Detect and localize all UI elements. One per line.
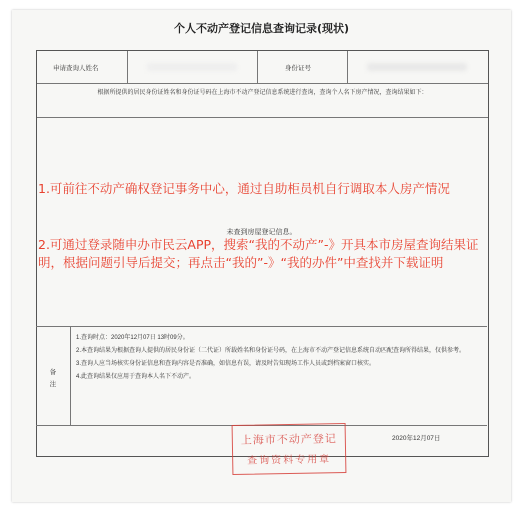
notes-label-cell <box>36 327 71 425</box>
query-result: 未查到房屋登记信息。 <box>226 229 297 236</box>
document-date: 2020年12月07日 <box>392 435 441 442</box>
annotation-line-1: 1.可前往不动产确权登记事务中心，通过自助柜员机自行调取本人房产情况 <box>38 181 450 196</box>
applicant-value-cell <box>127 51 258 83</box>
note-item: 3.查询人应当场核实身份证信息和查询内容是否准确，如信息有误，请及时告知现场工作人员或到档案窗口核实。 <box>76 361 376 367</box>
id-number-redacted <box>367 63 467 71</box>
seal-line-2: 查询资料专用章 <box>247 454 332 467</box>
official-seal <box>232 423 347 475</box>
document-title: 个人不动产登记信息查询记录(现状) <box>173 22 350 35</box>
notes-label: 备注 <box>49 369 57 388</box>
note-item: 1.查询时点：2020年12月07日 13时09分。 <box>76 335 189 341</box>
applicant-row <box>37 51 488 84</box>
statement-row <box>37 83 488 118</box>
annotation-line-2: 2.可通过登录随申办市民云APP，搜索“我的不动产”-》开具本市房屋查询结果证明，根据问题引导后提交；再点击“我的”-》“我的办件”中查找并下载证明 <box>38 237 479 270</box>
applicant-label-cell <box>37 51 128 83</box>
applicant-name-redacted <box>147 63 237 71</box>
seal-line-1: 上海市不动产登记 <box>240 432 337 447</box>
applicant-label: 申请查询人姓名 <box>53 65 99 72</box>
statement-text: 根据所提供的居民身份证姓名和身份证号码在上海市不动产登记信息系统进行查询，查询个人名下房产情况，查询结果如下： <box>97 90 428 96</box>
note-item: 2.本查询结果为根据查询人提供的居民身份证（二代证）所载姓名和身份证号码，在上海市不动产登记信息系统自动匹配查询所得结果，仅供参考。 <box>76 348 466 354</box>
note-item: 4.此查询结果仅应用于查询本人名下不动产。 <box>76 374 196 380</box>
id-label: 身份证号 <box>285 65 311 72</box>
notes-list <box>76 333 481 385</box>
id-label-cell <box>257 51 348 83</box>
